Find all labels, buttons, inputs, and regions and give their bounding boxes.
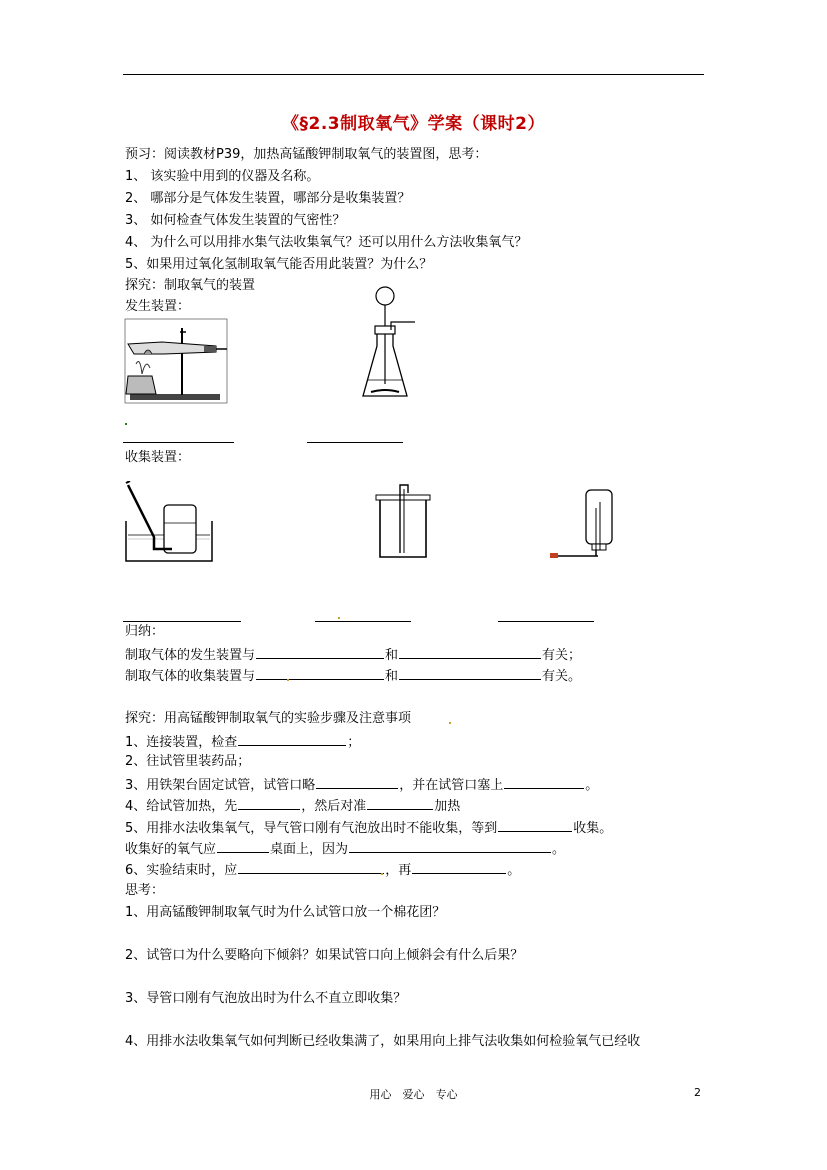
step-6: 6、实验结束时，应 ，再 。 [125,860,520,880]
think-heading: 思考： [125,883,165,898]
blank-line [123,621,241,622]
step-4: 4、给试管加热，先 ，然后对准 加热 [125,796,460,816]
blank-line [498,621,594,622]
step-2: 2、往试管里装药品； [125,754,251,769]
footer-motto: 用心 爱心 专心 [369,1088,458,1101]
conical-flask-apparatus [361,284,417,400]
stray-mark [338,617,340,619]
stray-mark [449,722,451,724]
blank-line [123,442,234,443]
think-question-4: 4、用排水法收集氧气如何判断已经收集满了，如果用向上排气法收集如何检验氧气已经收 [125,1034,641,1049]
preview-question-4: 4、 为什么可以用排水集气法收集氧气？还可以用什么方法收集氧气？ [125,235,528,250]
preview-question-1: 1、 该实验中用到的仪器及名称。 [125,169,320,184]
collection-apparatus-label: 收集装置： [125,450,191,465]
summary-line-1: 制取气体的发生装置与 和 有关； [125,645,581,665]
summary-heading: 归纳： [125,624,165,639]
step-3: 3、用铁架台固定试管，试管口略 ，并在试管口塞上 。 [125,775,598,795]
step-1: 1、连接装置，检查 ； [125,732,360,752]
blank-line [315,621,411,622]
blank-line [307,442,403,443]
downward-air-displacement-bottle [548,488,614,560]
step-5: 5、用排水法收集氧气，导气管口刚有气泡放出时不能收集，等到 收集。 [125,818,612,838]
preview-question-3: 3、 如何检查气体发生装置的气密性？ [125,213,346,228]
preview-question-5: 5、如果用过氧化氢制取氧气能否用此装置？为什么？ [125,257,433,272]
page-title: 《§2.3制取氧气》学案（课时2） [282,114,545,134]
summary-line-2: 制取气体的收集装置与 和 有关。 [125,666,581,686]
step-5-extra: 收集好的氧气应 桌面上，因为 。 [125,839,565,859]
header-rule [123,74,704,75]
heated-test-tube-apparatus [124,318,228,404]
preview-intro: 预习：阅读教材P39，加热高锰酸钾制取氧气的装置图，思考： [125,147,488,162]
think-question-3: 3、导管口刚有气泡放出时为什么不直立即收集？ [125,991,407,1006]
water-displacement-collection [124,481,214,563]
generation-apparatus-label: 发生装置： [125,299,191,314]
think-question-1: 1、用高锰酸钾制取氧气时为什么试管口放一个棉花团？ [125,905,446,920]
stray-mark [381,873,383,875]
page-number: 2 [694,1086,701,1099]
upward-air-displacement-bottle [374,483,432,559]
explore-steps-heading: 探究：用高锰酸钾制取氧气的实验步骤及注意事项 [125,711,412,726]
think-question-2: 2、试管口为什么要略向下倾斜？如果试管口向上倾斜会有什么后果？ [125,948,524,963]
explore-apparatus-heading: 探究：制取氧气的装置 [125,278,256,293]
preview-question-2: 2、 哪部分是气体发生装置，哪部分是收集装置？ [125,191,411,206]
stray-mark [125,423,127,425]
stray-mark [287,679,289,681]
